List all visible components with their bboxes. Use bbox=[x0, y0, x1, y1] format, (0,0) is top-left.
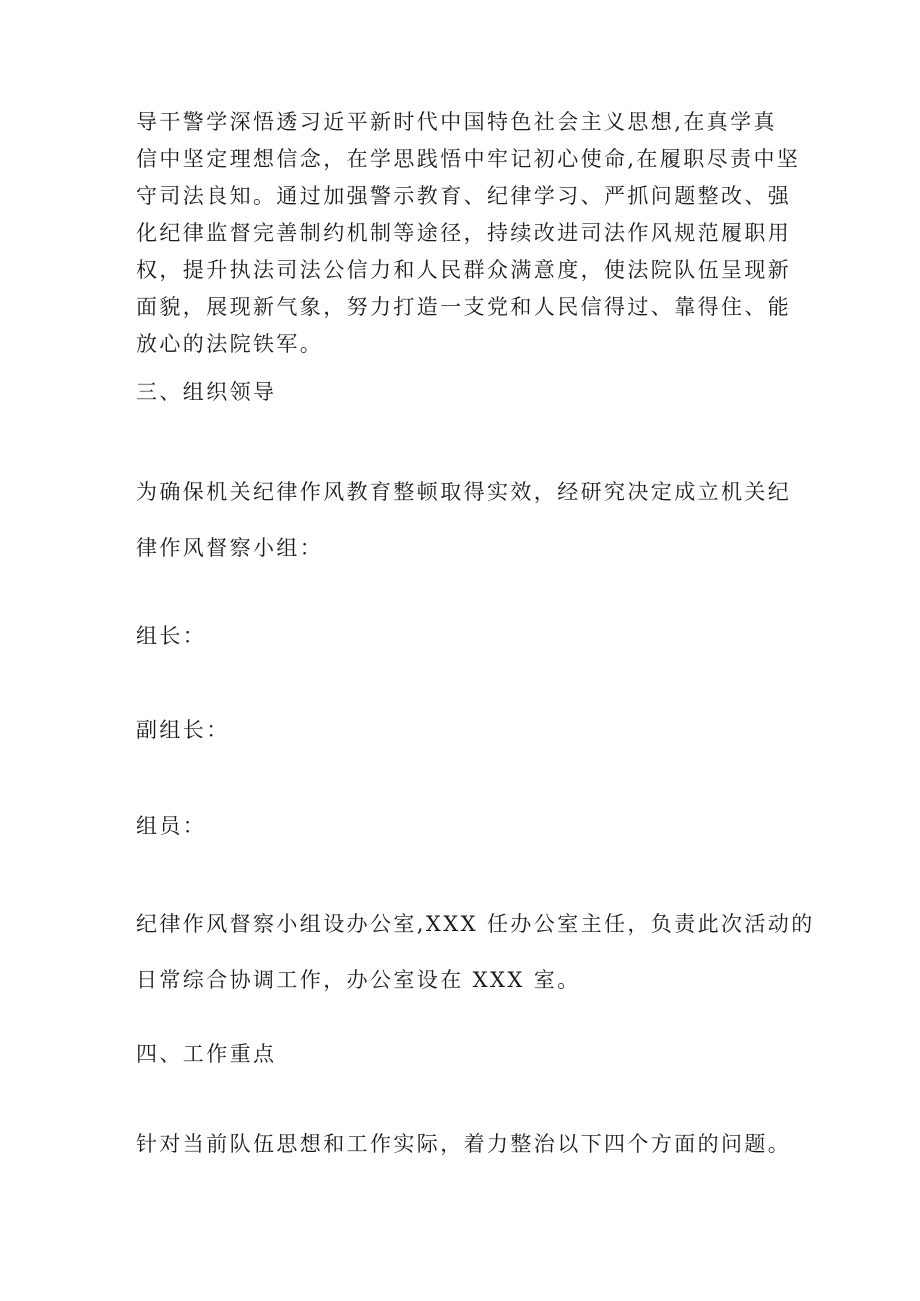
intro-line: 放心的法院铁军。 bbox=[136, 332, 324, 356]
section3-heading: 三、组织领导 bbox=[136, 380, 277, 404]
intro-line: 守司法良知。通过加强警示教育、纪律学习、严抓问题整改、强 bbox=[136, 184, 792, 208]
intro-line: 权，提升执法司法公信力和人民群众满意度，使法院队伍呈现新 bbox=[136, 258, 792, 282]
office-line: 纪律作风督察小组设办公室,XXX 任办公室主任，负责此次活动的 bbox=[136, 912, 815, 936]
section3-paragraph bbox=[136, 464, 796, 576]
intro-line: 化纪律监督完善制约机制等途径，持续改进司法作风规范履职用 bbox=[136, 221, 792, 245]
intro-line: 信中坚定理想信念，在学思践悟中牢记初心使命,在履职尽责中坚 bbox=[136, 147, 801, 171]
section4-paragraph: 针对当前队伍思想和工作实际，着力整治以下四个方面的问题。 bbox=[136, 1132, 792, 1156]
section3-line: 为确保机关纪律作风教育整顿取得实效，经研究决定成立机关纪 bbox=[136, 480, 792, 504]
deputy-leader-label: 副组长： bbox=[136, 718, 230, 742]
member-label: 组员： bbox=[136, 814, 207, 838]
office-paragraph bbox=[136, 896, 815, 1008]
intro-line: 面貌，展现新气象，努力打造一支党和人民信得过、靠得住、能 bbox=[136, 295, 792, 319]
section4-heading: 四、工作重点 bbox=[136, 1042, 277, 1066]
office-line: 日常综合协调工作，办公室设在 XXX 室。 bbox=[136, 968, 581, 992]
section3-line: 律作风督察小组： bbox=[136, 536, 324, 560]
intro-line: 导干警学深悟透习近平新时代中国特色社会主义思想,在真学真 bbox=[136, 110, 777, 134]
leader-label: 组长： bbox=[136, 624, 207, 648]
intro-paragraph bbox=[136, 104, 801, 363]
